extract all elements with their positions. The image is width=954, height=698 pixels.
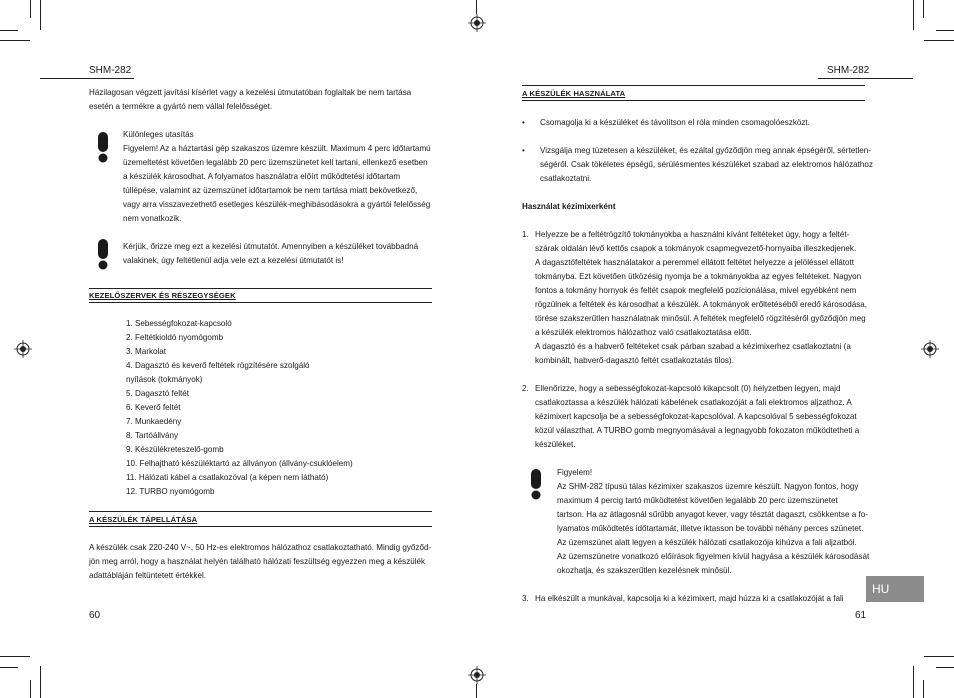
- paragraph-line: jön meg arról, hogy a használat helyén található hálózati feszültség egyezzen meg a készülék: [89, 557, 426, 566]
- exclamation-warning-icon: [522, 468, 548, 500]
- list-item: 2. Feltétkioldó nyomógomb: [126, 333, 224, 342]
- crop-mark: [0, 30, 18, 31]
- list-item: 4. Dagasztó és keverő feltétek rögzítésére szolgáló: [126, 361, 310, 370]
- crop-mark: [936, 30, 954, 31]
- paragraph-line: adattábláján feltüntetett értékkel.: [89, 571, 206, 580]
- warning-line: nem vonatkozik.: [123, 214, 182, 223]
- step-line: Ellenőrizze, hogy a sebességfokozat-kapcsoló kikapcsolt (0) helyzetben legyen, majd: [535, 384, 841, 393]
- registration-mark-icon: [468, 666, 486, 684]
- registration-mark-icon: [921, 340, 939, 358]
- list-item: 8. Tartóállvány: [126, 431, 179, 440]
- step-line: kombinált, habverő-dagasztó feltét csatlakoztatás tilos).: [535, 356, 734, 365]
- page-number: 60: [89, 610, 101, 621]
- warning-line: lyamatos működtetés időtartamát, illetve iktasson be további néhány perces szünetet.: [557, 524, 864, 533]
- warning-line: üzemeltetést követően legalább 20 perc üzemszünetet kell tartani, ellenkező esetben: [123, 158, 428, 167]
- section-rule: [522, 85, 865, 86]
- bullet-line: ségéről. Csak tökéletes épségű, sérülésmentes készüléket szabad az elektromos hálózathoz: [540, 160, 873, 169]
- bullet-line: Vizsgálja meg tüzetesen a készüléket, és ezáltal győződjön meg annak épségéről, sértetlen-: [540, 146, 871, 155]
- list-item: 10. Felhajtható készüléktartó az állványon (állvány-csuklóelem): [126, 459, 353, 468]
- step-line: fontos a tokmány hornyok és feltét csapok megfelelő pozícionálása, mivel egyébként nem: [535, 286, 857, 295]
- section-heading-controls: KEZELŐSZERVEK ÉS RÉSZEGYSÉGEK: [89, 291, 236, 300]
- step-line: A dagasztó és a habverő feltéteket csak párban szabad a kézimixerhez csatlakoztatni (a: [535, 342, 851, 351]
- warning-line: Az SHM-282 típusú tálas kézimixer szakaszos üzemre készült. Nagyon fontos, hogy: [557, 482, 859, 491]
- crop-mark: [0, 40, 30, 41]
- list-item: 12. TURBO nyomógomb: [126, 487, 215, 496]
- intro-line: Házilagosan végzett javítási kísérlet vagy a kezelési útmutatóban foglaltak be nem tartása: [89, 88, 412, 97]
- step-line: A dagasztófeltétek használatakor a peremmel ellátott feltétet helyezze a jelöléssel ellátott: [535, 258, 854, 267]
- warning-title: Különleges utasítás: [123, 130, 194, 139]
- section-rule: [89, 511, 432, 512]
- step-number: 1.: [522, 230, 529, 239]
- bullet-line: csatlakoztatni.: [540, 174, 592, 183]
- model-number: SHM-282: [89, 65, 132, 76]
- list-item: nyílások (tokmányok): [126, 375, 203, 384]
- list-item: 3. Markolat: [126, 347, 167, 356]
- step-line: kézimixert kapcsolja be a sebességfokozat-kapcsolóval. A kapcsolóval 5 sebességfokozat: [535, 412, 857, 421]
- section-heading-power: A KÉSZÜLÉK TÁPELLÁTÁSA: [89, 515, 198, 524]
- registration-mark-icon: [468, 14, 486, 32]
- intro-line: esetén a termékre a gyártó nem vállal felelősséget.: [89, 102, 273, 111]
- crop-mark: [924, 40, 954, 41]
- crop-mark: [476, 684, 477, 698]
- step-number: 3.: [522, 594, 529, 603]
- list-item: 9. Készülékreteszelő-gomb: [126, 445, 224, 454]
- crop-mark: [924, 656, 954, 657]
- warning-title: Figyelem!: [557, 468, 593, 477]
- step-line: rögzülnek a feltétek és károsodhat a készülék. A tokmányok erőltetéséből eredő károsodása,: [535, 300, 868, 309]
- section-rule: [89, 288, 432, 289]
- page-number: 61: [855, 610, 867, 621]
- header-rule: [818, 78, 913, 79]
- step-line: csatlakoztassa a készülék hálózati kábelének csatlakozóját a fali elektromos aljzathoz. A: [535, 398, 852, 407]
- warning-line: Az üzemszünet alatt legyen a készülék hálózati csatlakozója kihúzva a fali aljzatból.: [557, 538, 857, 547]
- step-number: 2.: [522, 384, 529, 393]
- crop-mark: [923, 0, 924, 18]
- warning-line: Figyelem! Az a háztartási gép szakaszos üzemre készült. Maximum 4 perc időtartamú: [123, 144, 431, 153]
- step-line: Ha elkészült a munkával, kapcsolja ki a kézimixert, majd húzza ki a csatlakozóját a fali: [535, 594, 844, 603]
- list-item: 1. Sebességfokozat-kapcsoló: [126, 319, 232, 328]
- registration-mark-icon: [14, 340, 32, 358]
- crop-mark: [30, 680, 31, 698]
- crop-mark: [913, 0, 914, 30]
- crop-mark: [0, 656, 30, 657]
- warning-line: túllépése, valamint az üzemszünet időtartamok be nem tartása miatt bekövetkező,: [123, 186, 418, 195]
- language-tab: HU: [866, 576, 924, 602]
- warning-line: Kérjük, őrizze meg ezt a kezelési útmutatót. Amennyiben a készüléket továbbadná: [123, 242, 419, 251]
- bullet-line: Csomagolja ki a készüléket és távolítson el róla minden csomagolóeszközt.: [540, 118, 810, 127]
- exclamation-warning-icon: [89, 238, 115, 270]
- list-item: 5. Dagasztó feltét: [126, 389, 189, 398]
- warning-line: tartson. Ha az átlagosnál sűrűbb anyagot kever, vagy tésztát dagaszt, csökkentse a fo-: [557, 510, 868, 519]
- warning-line: vagy arra visszavezethető esetleges készülék-meghibásodásokra a gyártói felelősség: [123, 200, 431, 209]
- section-rule: [89, 302, 432, 303]
- header-rule: [40, 78, 134, 79]
- model-number: SHM-282: [827, 65, 870, 76]
- subheading: Használat kézimixerként: [522, 202, 616, 211]
- bullet-marker: •: [522, 118, 525, 127]
- warning-line: Az üzemszünetre vonatkozó előírások figyelmen kívül hagyása a készülék károsodását: [557, 552, 870, 561]
- section-heading-usage: A KÉSZÜLÉK HASZNÁLATA: [522, 89, 626, 98]
- crop-mark: [0, 667, 18, 668]
- step-line: a készülék elektromos hálózathoz való csatlakoztatása előtt.: [535, 328, 752, 337]
- crop-mark: [936, 667, 954, 668]
- crop-mark: [40, 0, 41, 30]
- step-line: szárak oldalán lévő kettős csapok a tokmányok csapmegvezető-hornyaiba illeszkedjenek.: [535, 244, 857, 253]
- crop-mark: [30, 0, 31, 18]
- bullet-marker: •: [522, 146, 525, 155]
- step-line: törése szakszerűtlen használatnak minősül. A feltétek megfelelő rögzítéséről győződjön meg: [535, 314, 866, 323]
- step-line: tokmányba. Ezt követően ütközésig nyomja be a tokmányokba az egyes feltéteket. Nagyon: [535, 272, 862, 281]
- crop-mark: [476, 0, 477, 14]
- step-line: Helyezze be a feltétrögzítő tokmányokba a használni kívánt feltéteket úgy, hogy a feltét-: [535, 230, 850, 239]
- crop-mark: [40, 666, 41, 698]
- crop-mark: [913, 666, 914, 698]
- warning-line: a készülék károsodhat. A folyamatos használatra előírt működtetési időtartam: [123, 172, 401, 181]
- warning-line: valakinek, úgy feltétlenül adja vele ezt a kezelési útmutatót is!: [123, 256, 344, 265]
- list-item: 7. Munkaedény: [126, 417, 182, 426]
- step-line: közül választhat. A TURBO gomb megnyomásával a legnagyobb fokozaton működtetheti a: [535, 426, 860, 435]
- crop-mark: [923, 680, 924, 698]
- list-item: 6. Keverő feltét: [126, 403, 181, 412]
- section-rule: [89, 526, 432, 527]
- warning-line: maximum 4 percig tartó működtetést követően legalább 20 perc üzemszünetet: [557, 496, 838, 505]
- list-item: 11. Hálózati kábel a csatlakozóval (a képen nem látható): [126, 473, 329, 482]
- paragraph-line: A készülék csak 220-240 V~, 50 Hz-es elektromos hálózathoz csatlakoztatható. Mindig győződ-: [89, 543, 432, 552]
- step-line: készüléket.: [535, 440, 576, 449]
- section-rule: [522, 100, 865, 101]
- warning-line: okozhatja, és szakszerűtlen kezelésnek minősül.: [557, 566, 732, 575]
- exclamation-warning-icon: [89, 131, 115, 163]
